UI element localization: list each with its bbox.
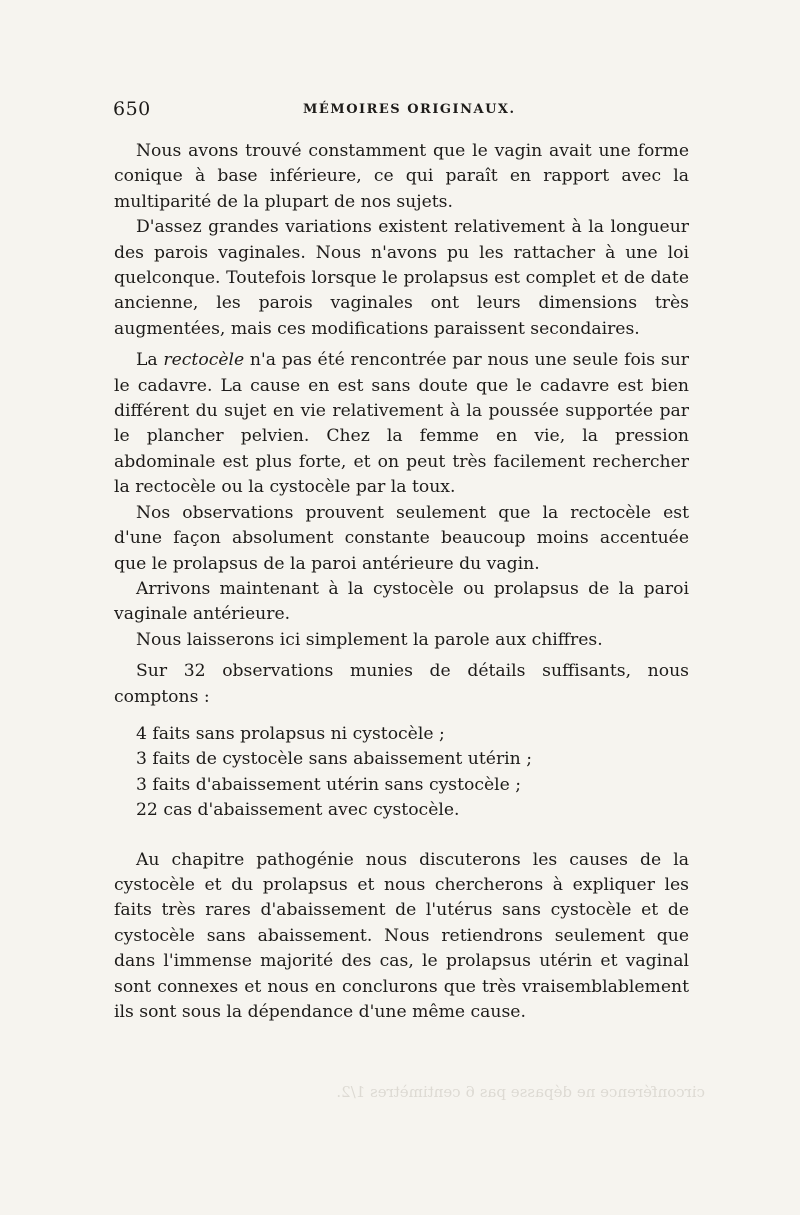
paragraph-pathogenie: Au chapitre pathogénie nous discuterons les causes de la cystocèle et du prolapsus et nous chercherons à expliquer les faits très rares d'abaissement de l'utérus sans cystocèle et de cystocèle sans abaissement. Nous retiendrons seulement que dans l'immense majorité des cas, le prolapsus utérin et vaginal sont connexes et nous en conclurons que très vraisemblablement ils sont sous la dépendance d'une même cause. [114,849,689,1022]
list-item: 3 faits d'abaissement utérin sans cystocèle ; [136,774,522,795]
running-title: MÉMOIRES ORIGINAUX. [303,102,516,117]
bleed-through-text: circonférence ne dépasse pas 6 centimètres 1/2. [336,1083,705,1101]
paragraph-parois-longueur: D'assez grandes variations existent relativement à la longueur des parois vaginales. Nous n'avons pu les rattacher à une loi quelconque. Toutefois lorsque le prolapsus est complet et de date ancienne, les parois vaginales ont leurs dimensions très augmentées, mais ces modifications paraissent secondaires. [114,217,689,339]
rectocele-prefix: La [136,350,164,371]
list-item: 22 cas d'abaissement avec cystocèle. [136,800,460,821]
paragraph-arrivons: Arrivons maintenant à la cystocèle ou prolapsus de la paroi vaginale antérieure. [114,578,689,625]
list-item: 3 faits de cystocèle sans abaissement utérin ; [136,749,532,770]
paragraph-observations: Nos observations prouvent seulement que la rectocèle est d'une façon absolument constante beaucoup moins accentuée que le prolapsus de la paroi antérieure du vagin. [114,502,689,574]
paragraph-sur-32: Sur 32 observations munies de détails suffisants, nous comptons : [114,661,689,707]
paragraph-rectocele [114,348,689,500]
spacer [114,836,689,848]
rectocele-text: n'a pas été rencontrée par nous une seule fois sur le cadavre. La cause en est sans doute que le cadavre est bien différent du sujet en vie relativement à la poussée supportée par le plancher pelvien. Chez la femme en vie, la pression abdominale est plus forte, et on peut très facilement rechercher la rectocèle ou la cystocèle par la toux. [114,350,689,498]
paragraph-chiffres: Nous laisserons ici simplement la parole aux chiffres. [136,629,603,650]
rectocele-term: rectocèle [163,350,245,371]
list-item: 4 faits sans prolapsus ni cystocèle ; [136,723,445,744]
counts-list [114,722,689,824]
spacer [114,710,689,722]
paragraph-vagin-forme: Nous avons trouvé constamment que le vagin avait une forme conique à base inférieure, ce qui paraît en rapport avec la multiparité de la plupart de nos sujets. [114,141,689,212]
body-text [114,139,689,1025]
page-number: 650 [113,98,151,120]
page-header [113,98,687,126]
spacer [114,824,689,836]
